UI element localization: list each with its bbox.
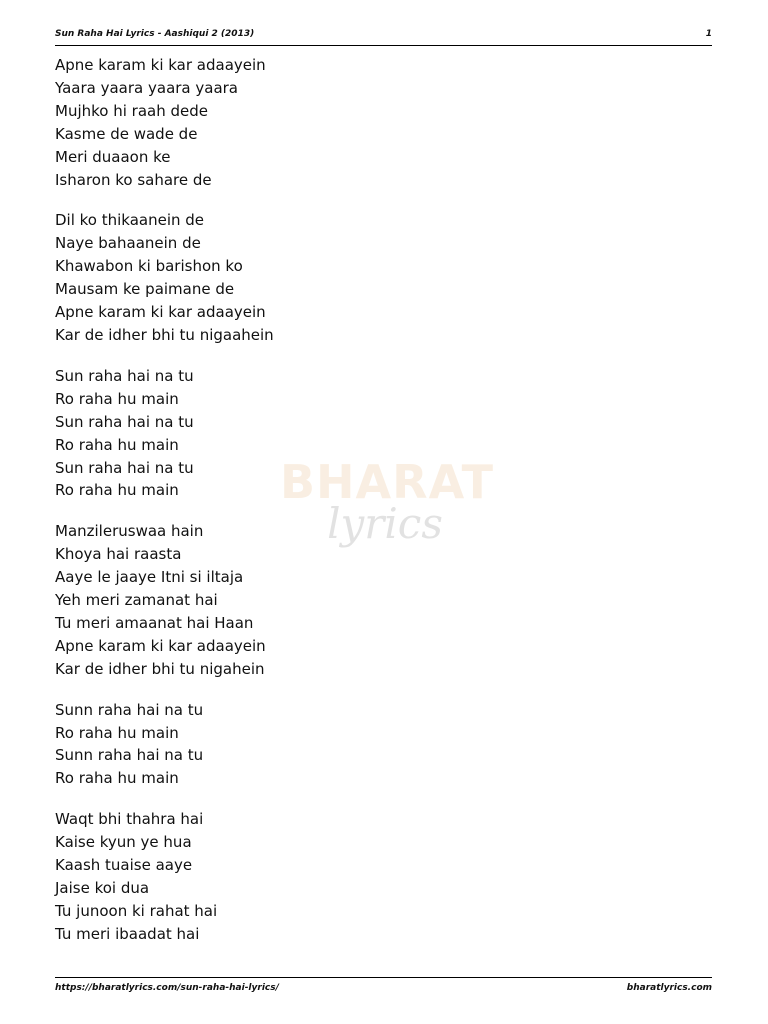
page-footer <box>55 977 712 993</box>
lyric-line: Sunn raha hai na tu <box>55 700 204 719</box>
lyric-line: Manzileruswaa hain <box>55 522 204 541</box>
lyrics-stanza <box>55 54 655 191</box>
lyric-line: Ro raha hu main <box>55 435 179 454</box>
lyric-line: Meri duaaon ke <box>55 147 171 166</box>
lyric-line: Tu meri ibaadat hai <box>55 924 200 943</box>
lyric-line: Sunn raha hai na tu <box>55 746 204 765</box>
lyric-line: Naye bahaanein de <box>55 234 201 253</box>
lyric-line: Kar de idher bhi tu nigahein <box>55 659 265 678</box>
footer-url-link[interactable]: https://bharatlyrics.com/sun-raha-hai-lyrics/ <box>55 983 279 993</box>
lyric-line: Tu junoon ki rahat hai <box>55 901 218 920</box>
lyrics-stanza <box>55 209 655 346</box>
lyric-line: Ro raha hu main <box>55 481 179 500</box>
document-title: Sun Raha Hai Lyrics - Aashiqui 2 (2013) <box>55 29 255 39</box>
lyrics-stanza <box>55 520 655 680</box>
lyric-line: Tu meri amaanat hai Haan <box>55 613 254 632</box>
lyric-line: Yaara yaara yaara yaara <box>55 78 239 97</box>
lyric-line: Aaye le jaaye Itni si iltaja <box>55 568 244 587</box>
lyric-line: Yeh meri zamanat hai <box>55 591 218 610</box>
lyric-line: Kaash tuaise aaye <box>55 856 193 875</box>
lyric-line: Mujhko hi raah dede <box>55 101 208 120</box>
lyric-line: Ro raha hu main <box>55 723 179 742</box>
lyric-line: Kaise kyun ye hua <box>55 833 192 852</box>
lyrics-stanza <box>55 808 655 945</box>
lyric-line: Waqt bhi thahra hai <box>55 810 204 829</box>
lyric-line: Khoya hai raasta <box>55 545 182 564</box>
lyric-line: Isharon ko sahare de <box>55 170 212 189</box>
lyric-line: Jaise koi dua <box>55 879 150 897</box>
lyric-line: Sun raha hai na tu <box>55 458 194 477</box>
lyric-line: Mausam ke paimane de <box>55 280 235 299</box>
page-number: 1 <box>705 29 712 39</box>
lyrics-stanza <box>55 699 655 791</box>
watermark-script-text: lyrics <box>327 499 443 548</box>
lyrics-stanza <box>55 365 655 502</box>
footer-site-link[interactable]: bharatlyrics.com <box>626 983 712 993</box>
lyric-line: Apne karam ki kar adaayein <box>55 303 266 322</box>
lyric-line: Sun raha hai na tu <box>55 412 194 431</box>
lyric-line: Apne karam ki kar adaayein <box>55 56 266 74</box>
lyric-line: Kar de idher bhi tu nigaahein <box>55 325 274 344</box>
lyric-line: Khawabon ki barishon ko <box>55 257 243 276</box>
lyric-line: Sun raha hai na tu <box>55 366 194 385</box>
lyrics-body <box>55 54 655 964</box>
watermark-brand-text: BHARAT <box>280 455 494 509</box>
lyric-line: Ro raha hu main <box>55 769 179 788</box>
lyric-line: Kasme de wade de <box>55 124 198 143</box>
lyric-line: Apne karam ki kar adaayein <box>55 636 266 655</box>
page-header <box>55 29 712 46</box>
lyric-line: Dil ko thikaanein de <box>55 211 205 230</box>
lyric-line: Ro raha hu main <box>55 389 179 408</box>
